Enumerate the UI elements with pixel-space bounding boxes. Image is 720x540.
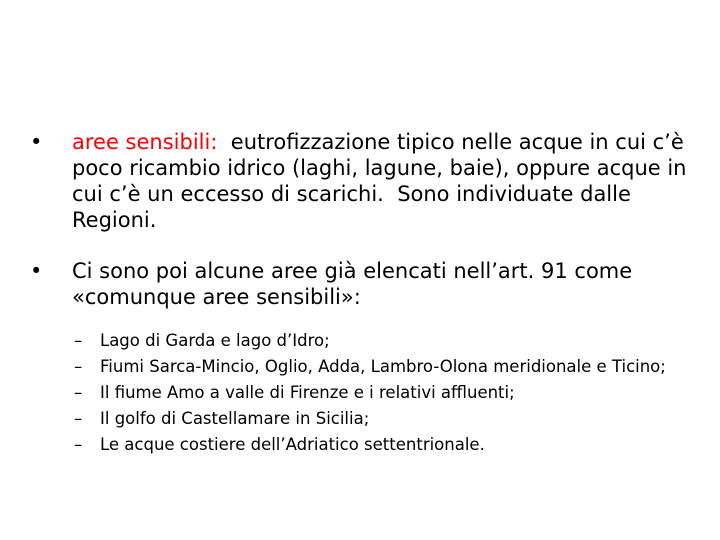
bullet-marker: • [30, 130, 43, 154]
bullet-comunque-aree-sensibili [28, 258, 688, 310]
dash-marker: – [74, 383, 83, 402]
list-item-text: Il golfo di Castellamare in Sicilia; [100, 409, 370, 428]
bullet-aree-sensibili [28, 129, 694, 233]
dash-marker: – [74, 409, 83, 428]
bullet-marker: • [30, 259, 43, 283]
list-item [28, 435, 688, 454]
list-item-text: Il fiume Amo a valle di Firenze e i relativi affluenti; [100, 383, 515, 402]
dash-marker: – [74, 331, 83, 350]
list-item-text: Lago di Garda e lago d’Idro; [100, 331, 330, 350]
list-item [28, 383, 688, 402]
bullet-highlight-term: aree sensibili: [72, 130, 218, 154]
bullet-text: Ci sono poi alcune aree già elencati nell’art. 91 come «comunque aree sensibili»: [72, 259, 633, 309]
list-item-text: Le acque costiere dell’Adriatico settentrionale. [100, 435, 485, 454]
list-item [28, 331, 688, 350]
list-item [28, 357, 688, 376]
slide-content [28, 129, 694, 461]
sensitive-areas-list [28, 331, 688, 454]
list-item-text: Fiumi Sarca-Mincio, Oglio, Adda, Lambro-Olona meridionale e Ticino; [100, 357, 666, 376]
dash-marker: – [74, 435, 83, 454]
list-item [28, 409, 688, 428]
dash-marker: – [74, 357, 83, 376]
bullet-text: eutrofizzazione tipico nelle acque in cui c’è poco ricambio idrico (laghi, lagune, baie), oppure acque in cui c’è un eccesso di scarichi. Sono individuate dalle Regioni. [72, 130, 694, 232]
